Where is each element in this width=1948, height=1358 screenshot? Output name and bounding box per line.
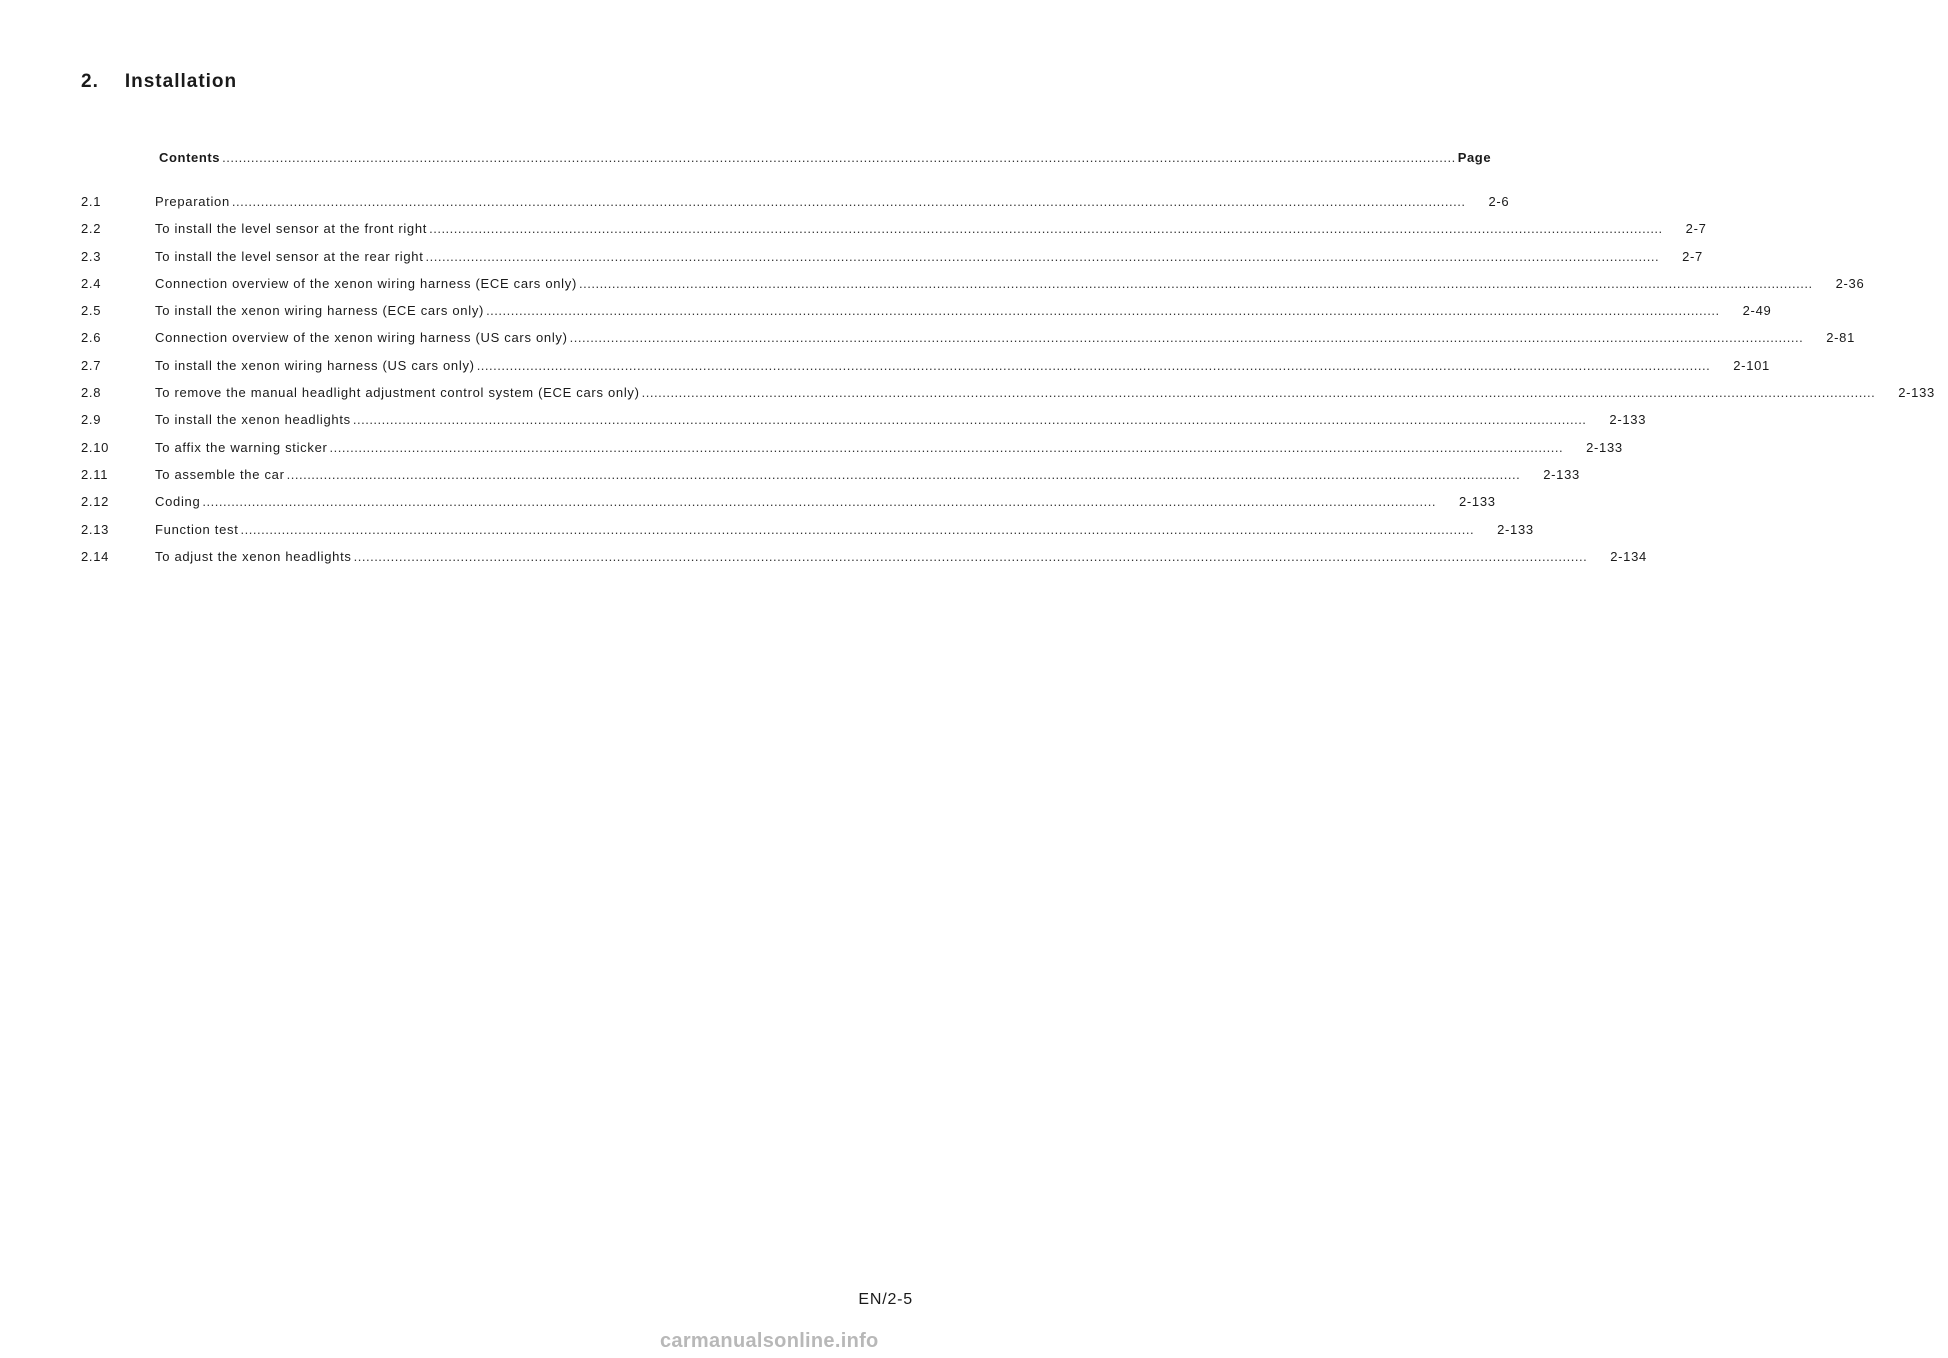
toc-entry[interactable] — [81, 330, 1856, 357]
toc-entry-title: Preparation — [155, 194, 230, 209]
dot-leader: ............................................................................................................................................................................................................................................................................................................ — [202, 494, 1436, 510]
toc-entry-title: To assemble the car — [155, 466, 285, 482]
toc-entry-page: 2-49 — [1742, 303, 1772, 319]
toc-entry[interactable] — [81, 194, 1510, 221]
toc-entry-page: 2-134 — [1610, 548, 1647, 564]
section-number: 2. — [81, 71, 99, 92]
toc-entry-title: Function test — [155, 521, 239, 537]
toc-entry[interactable] — [81, 275, 1865, 303]
toc-entry-title: Connection overview of the xenon wiring harness (US cars only) — [155, 330, 568, 346]
toc-entry-page: 2-133 — [1497, 521, 1534, 537]
toc-entry[interactable] — [81, 385, 1935, 412]
dot-leader: ............................................................................................................................................................................................................................................................................................................ — [222, 150, 1456, 165]
toc-entry-title: To affix the warning sticker — [155, 439, 328, 455]
toc-entry-page: 2-81 — [1826, 330, 1856, 346]
toc-entry-title: To adjust the xenon headlights — [155, 548, 352, 564]
table-of-contents — [81, 194, 1935, 576]
toc-entry-page: 2-133 — [1609, 412, 1647, 428]
page-column-label: Page — [1457, 150, 1492, 165]
toc-entry-title: Connection overview of the xenon wiring harness (ECE cars only) — [155, 275, 578, 291]
toc-entry-number: 2.4 — [81, 275, 102, 291]
toc-entry-title: To remove the manual headlight adjustment control system (ECE cars only) — [155, 385, 640, 401]
toc-entry[interactable] — [81, 466, 1580, 494]
dot-leader: ............................................................................................................................................................................................................................................................................................................ — [476, 357, 1711, 373]
toc-entry[interactable] — [81, 548, 1647, 576]
toc-entry-title: Coding — [155, 494, 201, 510]
toc-entry[interactable] — [81, 521, 1534, 549]
toc-entry-number: 2.6 — [81, 330, 102, 346]
contents-header — [159, 150, 1492, 165]
toc-entry-page: 2-7 — [1685, 221, 1707, 237]
toc-entry-number: 2.7 — [81, 357, 102, 373]
toc-entry[interactable] — [81, 303, 1772, 330]
toc-entry-title: To install the level sensor at the rear right — [155, 248, 424, 264]
toc-entry-number: 2.1 — [81, 194, 102, 209]
toc-entry-title: To install the xenon wiring harness (US cars only) — [155, 357, 475, 373]
toc-entry-number: 2.3 — [81, 248, 102, 264]
toc-entry[interactable] — [81, 494, 1496, 521]
dot-leader: ............................................................................................................................................................................................................................................................................................................ — [329, 439, 1564, 455]
dot-leader: ............................................................................................................................................................................................................................................................................................................ — [353, 548, 1588, 564]
toc-entry-page: 2-133 — [1458, 494, 1496, 510]
watermark: carmanualsonline.info — [660, 1330, 879, 1352]
toc-entry-number: 2.12 — [81, 494, 110, 510]
toc-entry-page: 2-133 — [1586, 439, 1623, 455]
toc-entry-number: 2.11 — [81, 466, 109, 482]
dot-leader: ............................................................................................................................................................................................................................................................................................................ — [240, 521, 1475, 537]
dot-leader: ............................................................................................................................................................................................................................................................................................................ — [286, 466, 1521, 482]
page-footer-ref: EN/2-5 — [858, 1291, 913, 1308]
toc-entry[interactable] — [81, 412, 1647, 439]
toc-entry-page: 2-101 — [1733, 357, 1770, 373]
dot-leader: ............................................................................................................................................................................................................................................................................................................ — [425, 248, 1660, 264]
section-heading — [81, 71, 237, 93]
toc-entry-number: 2.10 — [81, 439, 110, 455]
toc-entry-page: 2-36 — [1835, 275, 1865, 291]
toc-entry-page: 2-7 — [1682, 248, 1703, 264]
toc-entry-number: 2.8 — [81, 385, 102, 401]
dot-leader: ............................................................................................................................................................................................................................................................................................................ — [579, 275, 1813, 291]
dot-leader: ............................................................................................................................................................................................................................................................................................................ — [486, 303, 1720, 319]
toc-entry-number: 2.13 — [81, 521, 110, 537]
toc-entry[interactable] — [81, 221, 1707, 248]
toc-entry[interactable] — [81, 357, 1770, 385]
dot-leader: ............................................................................................................................................................................................................................................................................................................ — [429, 221, 1663, 237]
toc-entry-page: 2-6 — [1488, 194, 1510, 209]
toc-entry[interactable] — [81, 439, 1623, 467]
section-title: Installation — [124, 71, 238, 92]
toc-entry-number: 2.5 — [81, 303, 102, 319]
toc-entry-page: 2-133 — [1898, 385, 1935, 401]
dot-leader: ............................................................................................................................................................................................................................................................................................................ — [569, 330, 1804, 346]
toc-entry-number: 2.2 — [81, 221, 102, 237]
dot-leader: ............................................................................................................................................................................................................................................................................................................ — [641, 385, 1876, 401]
toc-entry-number: 2.9 — [81, 412, 102, 428]
dot-leader: ............................................................................................................................................................................................................................................................................................................ — [231, 194, 1466, 209]
toc-entry-page: 2-133 — [1543, 466, 1580, 482]
toc-entry[interactable] — [81, 248, 1703, 276]
toc-entry-number: 2.14 — [81, 548, 110, 564]
toc-entry-title: To install the xenon wiring harness (ECE cars only) — [155, 303, 485, 319]
dot-leader: ............................................................................................................................................................................................................................................................................................................ — [352, 412, 1587, 428]
contents-label: Contents — [159, 150, 221, 165]
toc-entry-title: To install the level sensor at the front right — [155, 221, 428, 237]
toc-entry-title: To install the xenon headlights — [155, 412, 351, 428]
